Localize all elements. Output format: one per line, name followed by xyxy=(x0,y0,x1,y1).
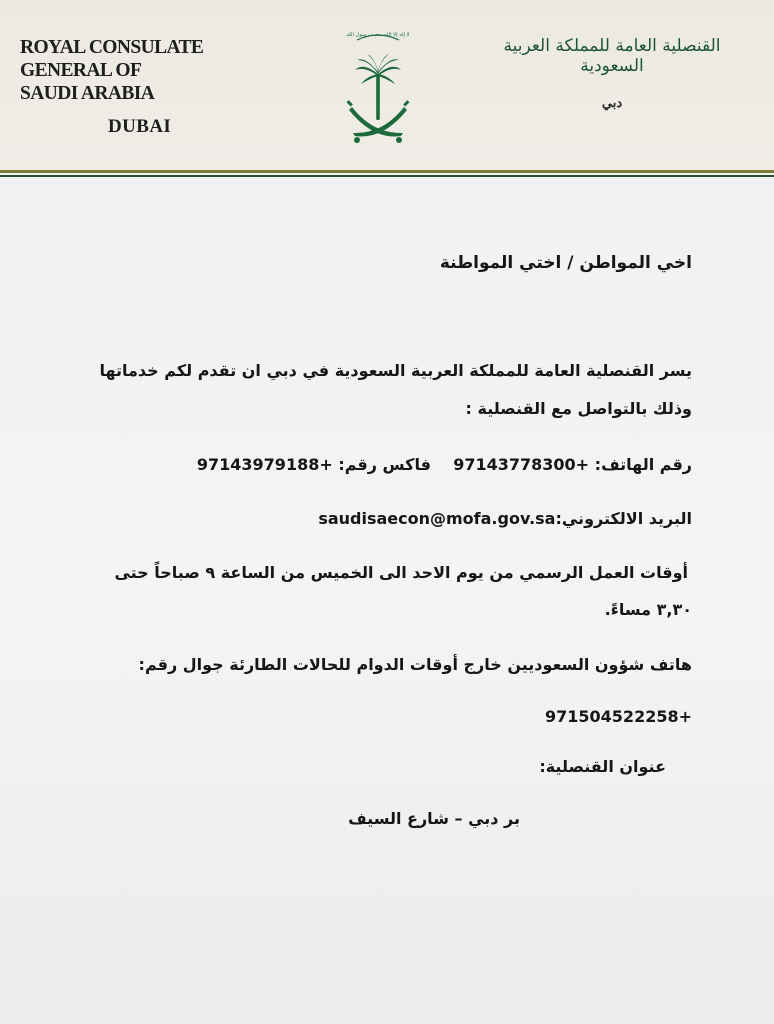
english-line-2: SAUDI ARABIA xyxy=(20,83,155,104)
letterhead xyxy=(0,0,774,170)
emergency-line: هاتف شؤون السعوديين خارج أوقات الدوام للحالات الطارئة جوال رقم: xyxy=(138,655,692,674)
emergency-number-value: 971504522258+ xyxy=(545,707,692,726)
arabic-letterhead xyxy=(492,36,732,111)
address-label: عنوان القنصلية: xyxy=(539,757,666,776)
gold-divider xyxy=(0,170,774,173)
motto-calligraphy: لا إله إلا الله محمد رسول الله xyxy=(346,32,410,38)
contact-phone-fax-line xyxy=(197,455,692,474)
greeting: اخي المواطن / اختي المواطنة xyxy=(439,253,692,273)
hours-line-2: ٣,٣٠ مساءً. xyxy=(604,600,692,619)
arabic-city: دبي xyxy=(601,96,623,111)
arabic-consulate-name: القنصلية العامة للمملكة العربية السعودية xyxy=(503,36,721,76)
english-line-1: ROYAL CONSULATE GENERAL OF xyxy=(20,37,204,81)
intro-line-2: وذلك بالتواصل مع القنصلية : xyxy=(465,399,692,418)
emergency-number xyxy=(545,707,692,726)
hours-line-1: أوقات العمل الرسمي من يوم الاحد الى الخميس من الساعة ٩ صباحاً حتى xyxy=(114,563,688,582)
english-letterhead xyxy=(20,36,250,138)
fax-number: 97143979188+ xyxy=(196,455,333,474)
green-divider xyxy=(0,175,774,177)
email-line xyxy=(318,509,692,528)
phone-label: رقم الهاتف: xyxy=(594,455,692,474)
address: بر دبي – شارع السيف xyxy=(348,809,520,828)
phone-number: 97143778300+ xyxy=(453,455,590,474)
english-city: DUBAI xyxy=(108,116,172,137)
email-address: saudisaecon@mofa.gov.sa xyxy=(318,509,556,528)
intro-line-1: يسر القنصلية العامة للمملكة العربية السعودية في دبي ان تقدم لكم خدماتها xyxy=(99,361,692,380)
email-label: البريد الالكتروني: xyxy=(555,509,692,528)
fax-label: فاكس رقم: xyxy=(338,455,431,474)
palm-and-swords-emblem-icon xyxy=(343,14,413,148)
